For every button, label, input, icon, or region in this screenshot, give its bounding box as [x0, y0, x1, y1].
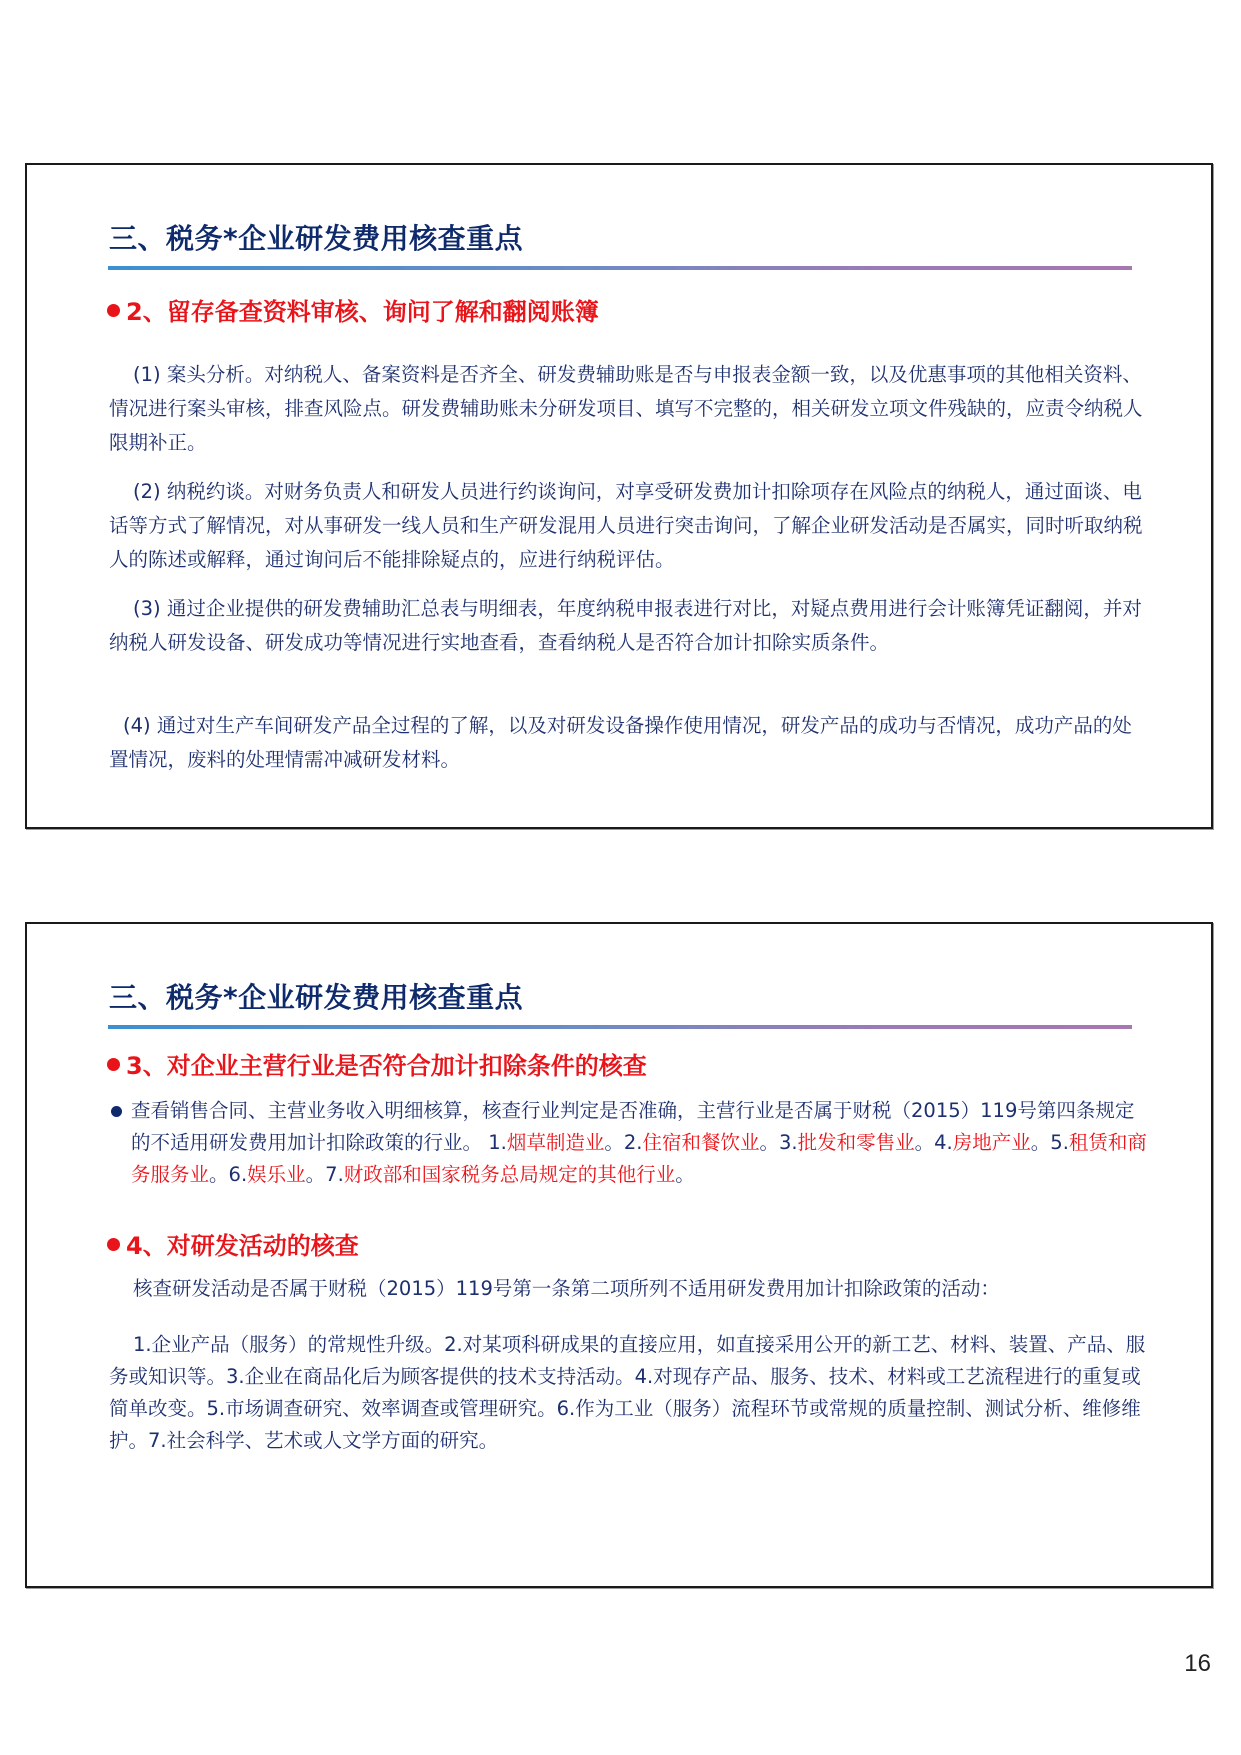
paragraph-1	[109, 358, 1149, 460]
activities-text: 1.企业产品（服务）的常规性升级。2.对某项科研成果的直接应用，如直接采用公开的新工艺、材料、装置、产品、服务或知识等。3.企业在商品化后为顾客提供的技术支持活动。4.对现存产品、服务、技术、材料或工艺流程进行的重复或简单改变。5.市场调查研究、效率调查或管理研究。6.作为工业（服务）流程环节或常规的质量控制、测试分析、维修维护。7.社会科学、艺术或人文学方面的研究。	[109, 1333, 1146, 1452]
activities-intro	[109, 1273, 1149, 1305]
heading-text: 3、对企业主营行业是否符合加计扣除条件的核查	[126, 1052, 647, 1080]
industry-number: 4.	[934, 1131, 953, 1154]
industry-number: 2.	[623, 1131, 643, 1154]
slide-title: 三、税务*企业研发费用核查重点	[109, 981, 524, 1014]
paragraph-4	[109, 709, 1149, 777]
industry-number: 6.	[228, 1163, 248, 1186]
section-heading-2	[107, 292, 599, 327]
separator: 。	[675, 1163, 695, 1186]
page-number: 16	[1184, 1650, 1211, 1677]
industry-number: 5.	[1050, 1131, 1069, 1154]
industry-number: 7.	[325, 1163, 344, 1186]
heading-text: 4、对研发活动的核查	[126, 1232, 359, 1260]
separator: 。	[604, 1131, 624, 1154]
bullet-intro: 查看销售合同、主营业务收入明细核算，核查行业判定是否准确，主营行业是否属于财税（2015）119号第四条规定的不适用研发费用加计扣除政策的行业。	[131, 1099, 1135, 1154]
slide-1	[25, 163, 1213, 829]
paragraph-text: (2) 纳税约谈。对财务负责人和研发人员进行约谈询问，对享受研发费加计扣除项存在风险点的纳税人，通过面谈、电话等方式了解情况，对从事研发一线人员和生产研发混用人员进行突击询问，了解企业研发活动是否属实，同时听取纳税人的陈述或解释，通过询问后不能排除疑点的，应进行纳税评估。	[109, 480, 1143, 571]
separator: 。	[759, 1131, 779, 1154]
separator: 。	[209, 1163, 229, 1186]
bullet-dot-icon	[111, 1106, 122, 1117]
slide-2	[25, 922, 1213, 1588]
paragraph-2	[109, 475, 1149, 577]
paragraph-text: (1) 案头分析。对纳税人、备案资料是否齐全、研发费辅助账是否与申报表金额一致，以及优惠事项的其他相关资料、情况进行案头审核，排查风险点。研发费辅助账未分研发项目、填写不完整的，相关研发立项文件残缺的，应责令纳税人限期补正。	[109, 363, 1143, 454]
industry-name: 房地产业	[952, 1131, 1031, 1154]
separator: 。	[1030, 1131, 1051, 1154]
industry-name: 住宿和餐饮业	[642, 1131, 760, 1154]
separator: 。	[914, 1131, 935, 1154]
industry-number: 1.	[488, 1131, 507, 1154]
industry-name: 烟草制造业	[506, 1131, 605, 1154]
title-divider	[108, 1025, 1132, 1029]
industry-name: 批发和零售业	[797, 1131, 915, 1154]
heading-text: 2、留存备查资料审核、询问了解和翻阅账簿	[126, 298, 599, 326]
industry-number: 3.	[779, 1131, 798, 1154]
industry-text	[131, 1095, 1149, 1191]
separator: 。	[305, 1163, 326, 1186]
slide-title: 三、税务*企业研发费用核查重点	[109, 222, 524, 255]
bullet-dot-icon	[107, 304, 120, 317]
activities-list	[109, 1329, 1149, 1457]
industry-name: 租赁和商务服务业	[131, 1131, 1147, 1186]
industry-name: 财政部和国家税务总局规定的其他行业	[343, 1163, 676, 1186]
bullet-dot-icon	[107, 1238, 120, 1251]
title-divider	[108, 266, 1132, 270]
industry-name: 娱乐业	[247, 1163, 306, 1186]
paragraph-3	[109, 592, 1149, 660]
bullet-dot-icon	[107, 1058, 120, 1071]
intro-text: 核查研发活动是否属于财税（2015）119号第一条第二项所列不适用研发费用加计扣除政策的活动：	[133, 1277, 1000, 1300]
paragraph-text: (4) 通过对生产车间研发产品全过程的了解，以及对研发设备操作使用情况，研发产品的成功与否情况，成功产品的处置情况，废料的处理情需冲减研发材料。	[109, 714, 1132, 771]
section-heading-4	[107, 1226, 359, 1261]
industry-bullet	[109, 1095, 1149, 1191]
paragraph-text: (3) 通过企业提供的研发费辅助汇总表与明细表，年度纳税申报表进行对比，对疑点费用进行会计账簿凭证翻阅，并对纳税人研发设备、研发成功等情况进行实地查看，查看纳税人是否符合加计扣除实质条件。	[109, 597, 1142, 654]
section-heading-3	[107, 1046, 647, 1081]
